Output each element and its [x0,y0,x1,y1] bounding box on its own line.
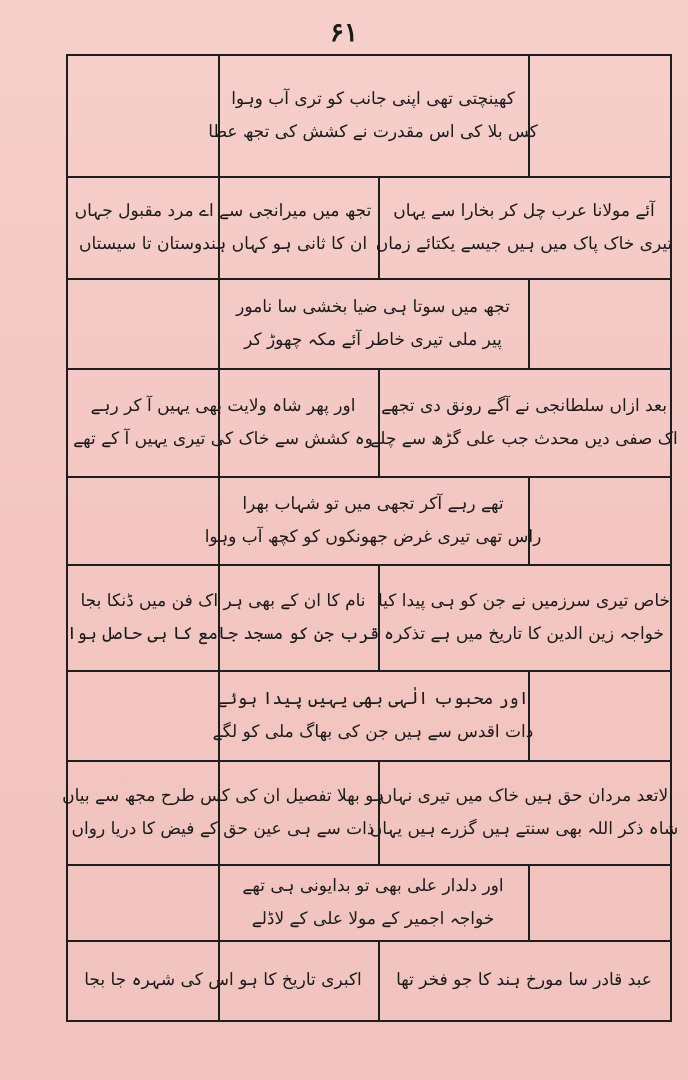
verse-line: اور پھر شاہ ولایت بھی یہیں آ کر رہے [90,395,356,416]
verse-row [68,866,670,942]
verse-line: خواجہ زین الدین کا تاریخ میں ہے تذکرہ [384,624,664,644]
right-hemistich-cell [370,370,678,476]
right-hemistich-cell [378,566,670,670]
verse-line: شاہ ذکر اللہ بھی سنتے ہیں گزرے ہیں یہاں [369,819,679,839]
verse-row [62,762,679,866]
verse-line: ذات سے ہی عین حق کے فیض کا دریا رواں [71,819,375,839]
verse-line: لاتعد مردان حق ہیں خاک میں تیری نہاں [379,785,669,806]
left-hemistich-cell [68,370,378,476]
column-divider [528,672,530,760]
verse-row [68,672,670,762]
column-divider [528,866,530,940]
verse-line: ان کا ثانی ہو کہاں ہندوستان تا سیستاں [78,234,368,254]
verse-line: نام کا ان کے بھی ہر اک فن میں ڈنکا بجا [80,590,366,611]
page-number: ۶۱ [330,18,358,48]
verse-line: وہ کشش سے خاک کی تیری یہیں آ کے تھے [73,429,373,449]
verse-row [68,478,670,566]
verse-line: آئے مولانا عرب چل کر بخارا سے یہاں [393,200,655,221]
verse-line: راس تھی تیری غرض جھونکوں کو کچھ آب وہوا [204,527,542,547]
verse-row [68,566,670,672]
verse-line: عبد قادر سا مورخ ہند کا جو فخر تھا [396,970,652,991]
verse-line: ذات اقدس سے ہیں جن کی بھاگ ملی کو لگے [212,722,534,742]
verse-line: پیر ملی تیری خاطر آئے مکہ چھوڑ کر [244,330,502,350]
left-hemistich-cell [68,942,378,1020]
verse-line: اک صفی دیں محدث جب علی گڑھ سے چلے [370,429,678,449]
verse-line: ہو بھلا تفصیل ان کی کس طرح مجھ سے بیاں [62,785,384,806]
column-divider [528,478,530,564]
verse-row [68,56,670,178]
verse-line: خواجہ اجمیر کے مولا علی کے لاڈلے [251,909,495,929]
center-verse-cell [212,672,534,760]
verse-line: اکبری تاریخ کا ہو اس کی شہرہ جا بجا [84,970,362,991]
left-hemistich-cell [68,178,378,278]
verse-line: خاص تیری سرزمیں نے جن کو ہی پیدا کیا [377,590,671,611]
center-verse-cell [218,280,528,368]
verse-line: تیری خاک پاک میں ہیں جیسے یکتائے زماں [375,234,673,254]
center-verse-cell [204,478,542,564]
verse-row [68,942,670,1020]
left-hemistich-cell [62,762,384,864]
center-verse-cell [208,56,538,176]
right-hemistich-cell [369,762,679,864]
verse-line: کس بلا کی اس مقدرت نے کشش کی تجھ عطا [208,122,538,142]
column-divider [528,56,530,176]
verse-line: کھینچتی تھی اپنی جانب کو تری آب وہوا [231,88,515,109]
verse-row [68,178,673,280]
verse-line: اور محبوب الٰہی بھی یہیں پیدا ہوئے [217,688,529,709]
verse-line: تجھ میں سوتا ہی ضیا بخشی سا نامور [236,296,510,317]
verse-grid [62,54,679,1022]
right-hemistich-cell [378,942,670,1020]
verse-line: اور دلدار علی بھی تو بدایونی ہی تھے [242,875,504,896]
verse-line: تجھ میں میرانجی سے اے مرد مقبول جہاں [74,200,372,221]
verse-line: بعد ازاں سلطانجی نے آگے رونق دی تجھے [381,395,667,416]
right-hemistich-cell [375,178,673,278]
verse-line: تھے رہے آکر تجھی میں تو شہاب بھرا [242,493,504,514]
verse-row [68,280,670,370]
verse-row [68,370,678,478]
column-divider [528,280,530,368]
left-hemistich-cell [68,566,378,670]
center-verse-cell [218,866,528,940]
verse-line: قرب جن کو مسجد جامع کا ہی حاصل ہوا [66,624,380,644]
